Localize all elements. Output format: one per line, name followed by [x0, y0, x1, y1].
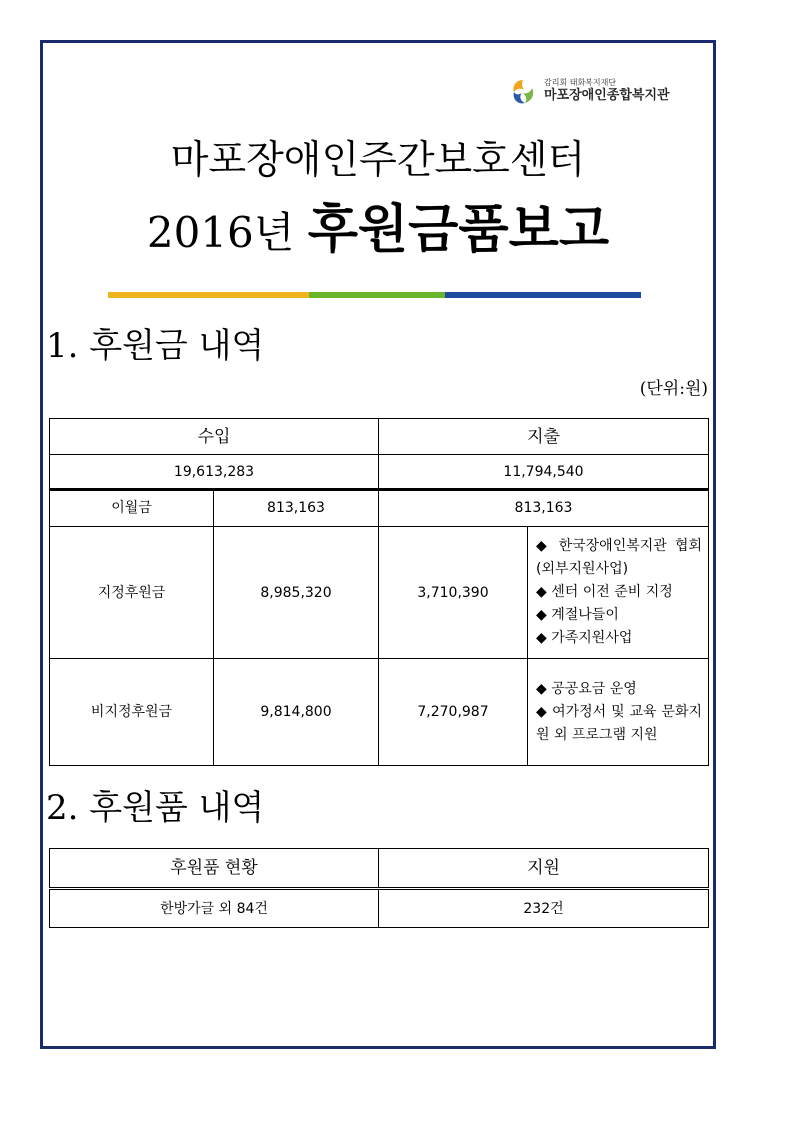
page-title	[40, 200, 716, 263]
table-row	[50, 849, 709, 889]
expense-value: 7,270,987	[379, 659, 528, 766]
income-value: 8,985,320	[214, 527, 379, 659]
detail-item: ◆ 공공요금 운영	[536, 680, 637, 697]
detail-item: ◆ 한국장애인복지관 협회(외부지원사업)	[536, 538, 702, 577]
table-row	[50, 490, 709, 527]
income-value: 813,163	[214, 490, 379, 527]
goods-header: 후원품 현황	[50, 849, 379, 889]
divider-segment	[309, 292, 445, 298]
expense-total: 11,794,540	[379, 455, 709, 490]
support-header: 지원	[379, 849, 709, 889]
detail-table	[49, 489, 709, 766]
expense-header: 지출	[379, 419, 709, 455]
center-name: 마포장애인주간보호센터	[170, 138, 586, 183]
expense-details	[528, 659, 709, 766]
expense-value: 3,710,390	[379, 527, 528, 659]
row-label: 지정후원금	[50, 527, 214, 659]
detail-item: ◆ 여가정서 및 교육 문화지원 외 프로그램 지원	[536, 703, 702, 743]
table-row	[50, 659, 709, 766]
detail-item: ◆ 센터 이전 준비 지정	[536, 584, 673, 600]
expense-details	[528, 527, 709, 659]
report-title: 후원금품보고	[307, 199, 610, 260]
income-value: 9,814,800	[214, 659, 379, 766]
divider-segment	[445, 292, 641, 298]
table-row	[50, 455, 709, 490]
goods-value: 한방가글 외 84건	[50, 889, 379, 928]
summary-table	[49, 418, 709, 491]
table-row	[50, 419, 709, 455]
support-value: 232건	[379, 889, 709, 928]
expense-value: 813,163	[379, 490, 709, 527]
section-title-goods: 2. 후원품 내역	[46, 788, 265, 828]
income-header: 수입	[50, 419, 379, 455]
report-year: 2016년	[146, 208, 295, 257]
organization-logo	[508, 77, 698, 107]
detail-item: ◆ 가족지원사업	[536, 630, 633, 646]
divider-segment	[108, 292, 309, 298]
section-title-donations: 1. 후원금 내역	[46, 326, 265, 366]
table-row	[50, 889, 709, 928]
color-divider	[108, 292, 641, 298]
logo-icon	[508, 77, 538, 107]
row-label: 이월금	[50, 490, 214, 527]
goods-table	[49, 848, 709, 928]
unit-label: (단위:원)	[639, 379, 708, 399]
logo-foundation-name: 감리회 태화복지재단	[544, 78, 617, 87]
income-total: 19,613,283	[50, 455, 379, 490]
logo-org-name: 마포장애인종합복지관	[544, 88, 670, 103]
table-row	[50, 527, 709, 659]
row-label: 비지정후원금	[50, 659, 214, 766]
detail-item: ◆ 계절나들이	[536, 607, 619, 623]
